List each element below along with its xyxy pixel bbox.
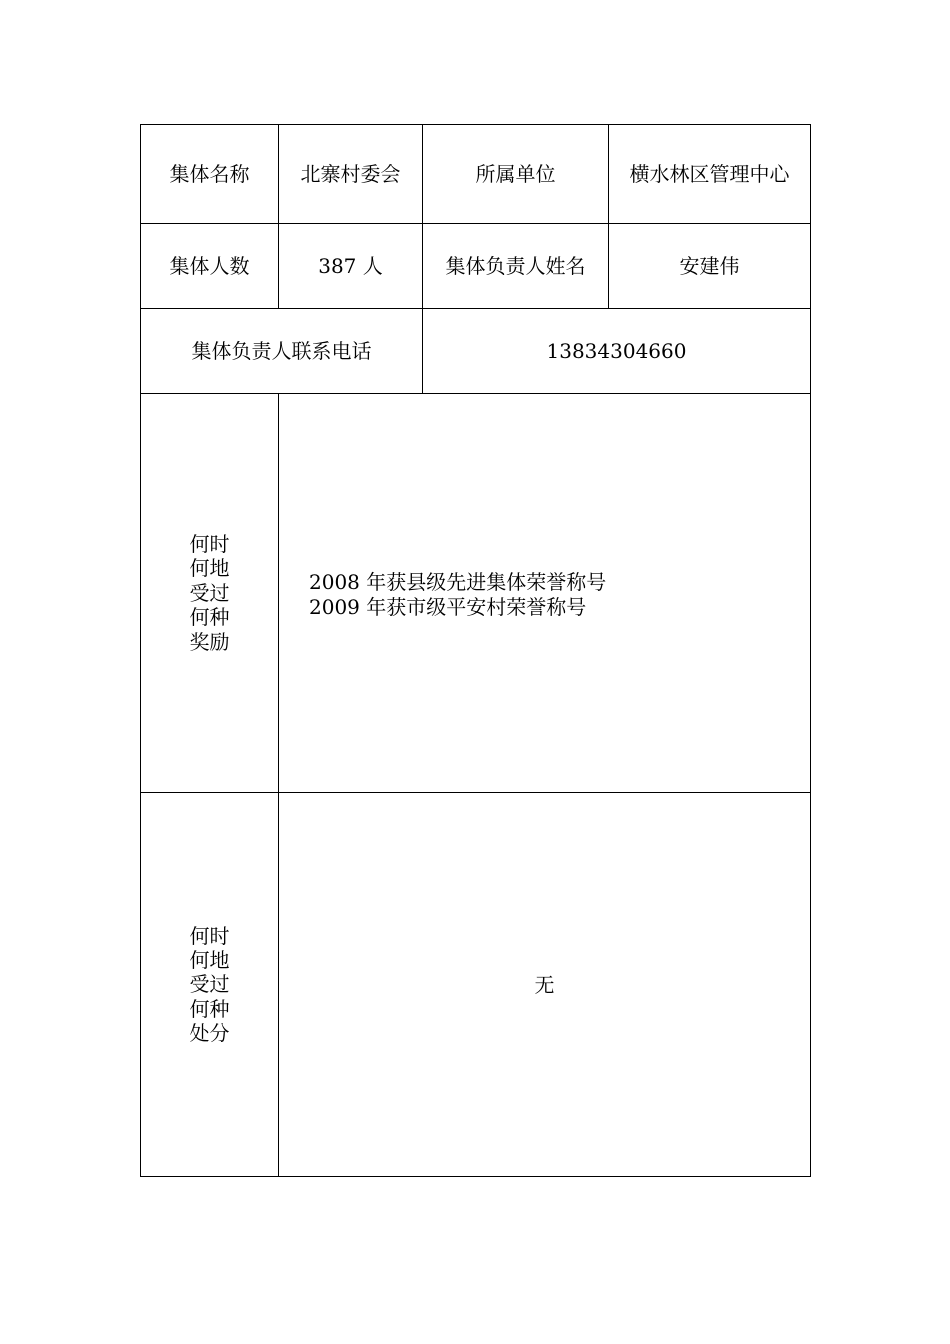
member-count-value: 387 人 — [279, 224, 423, 309]
awards-list — [309, 570, 810, 620]
affiliated-unit-label: 所属单位 — [423, 125, 609, 224]
affiliated-unit-value: 横水林区管理中心 — [609, 125, 811, 224]
form-row-penalties — [141, 793, 811, 1177]
form-row-awards — [141, 394, 811, 793]
collective-name-label: 集体名称 — [141, 125, 279, 224]
awards-content-cell — [279, 394, 811, 793]
form-row-count — [141, 224, 811, 309]
form-row-name — [141, 125, 811, 224]
collective-name-value: 北寨村委会 — [279, 125, 423, 224]
leader-name-value: 安建伟 — [609, 224, 811, 309]
penalties-value: 无 — [279, 793, 811, 1177]
form-row-phone — [141, 309, 811, 394]
penalties-label: 何时何地受过何种处分 — [189, 923, 230, 1046]
member-count-label: 集体人数 — [141, 224, 279, 309]
award-item: 2009 年获市级平安村荣誉称号 — [309, 595, 587, 619]
leader-name-label: 集体负责人姓名 — [423, 224, 609, 309]
leader-phone-value: 13834304660 — [423, 309, 811, 394]
awards-label-cell — [141, 394, 279, 793]
award-item: 2008 年获县级先进集体荣誉称号 — [309, 570, 607, 594]
leader-phone-label: 集体负责人联系电话 — [141, 309, 423, 394]
collective-info-form — [140, 124, 811, 1177]
awards-label: 何时何地受过何种奖励 — [189, 532, 230, 654]
penalties-label-cell — [141, 793, 279, 1177]
